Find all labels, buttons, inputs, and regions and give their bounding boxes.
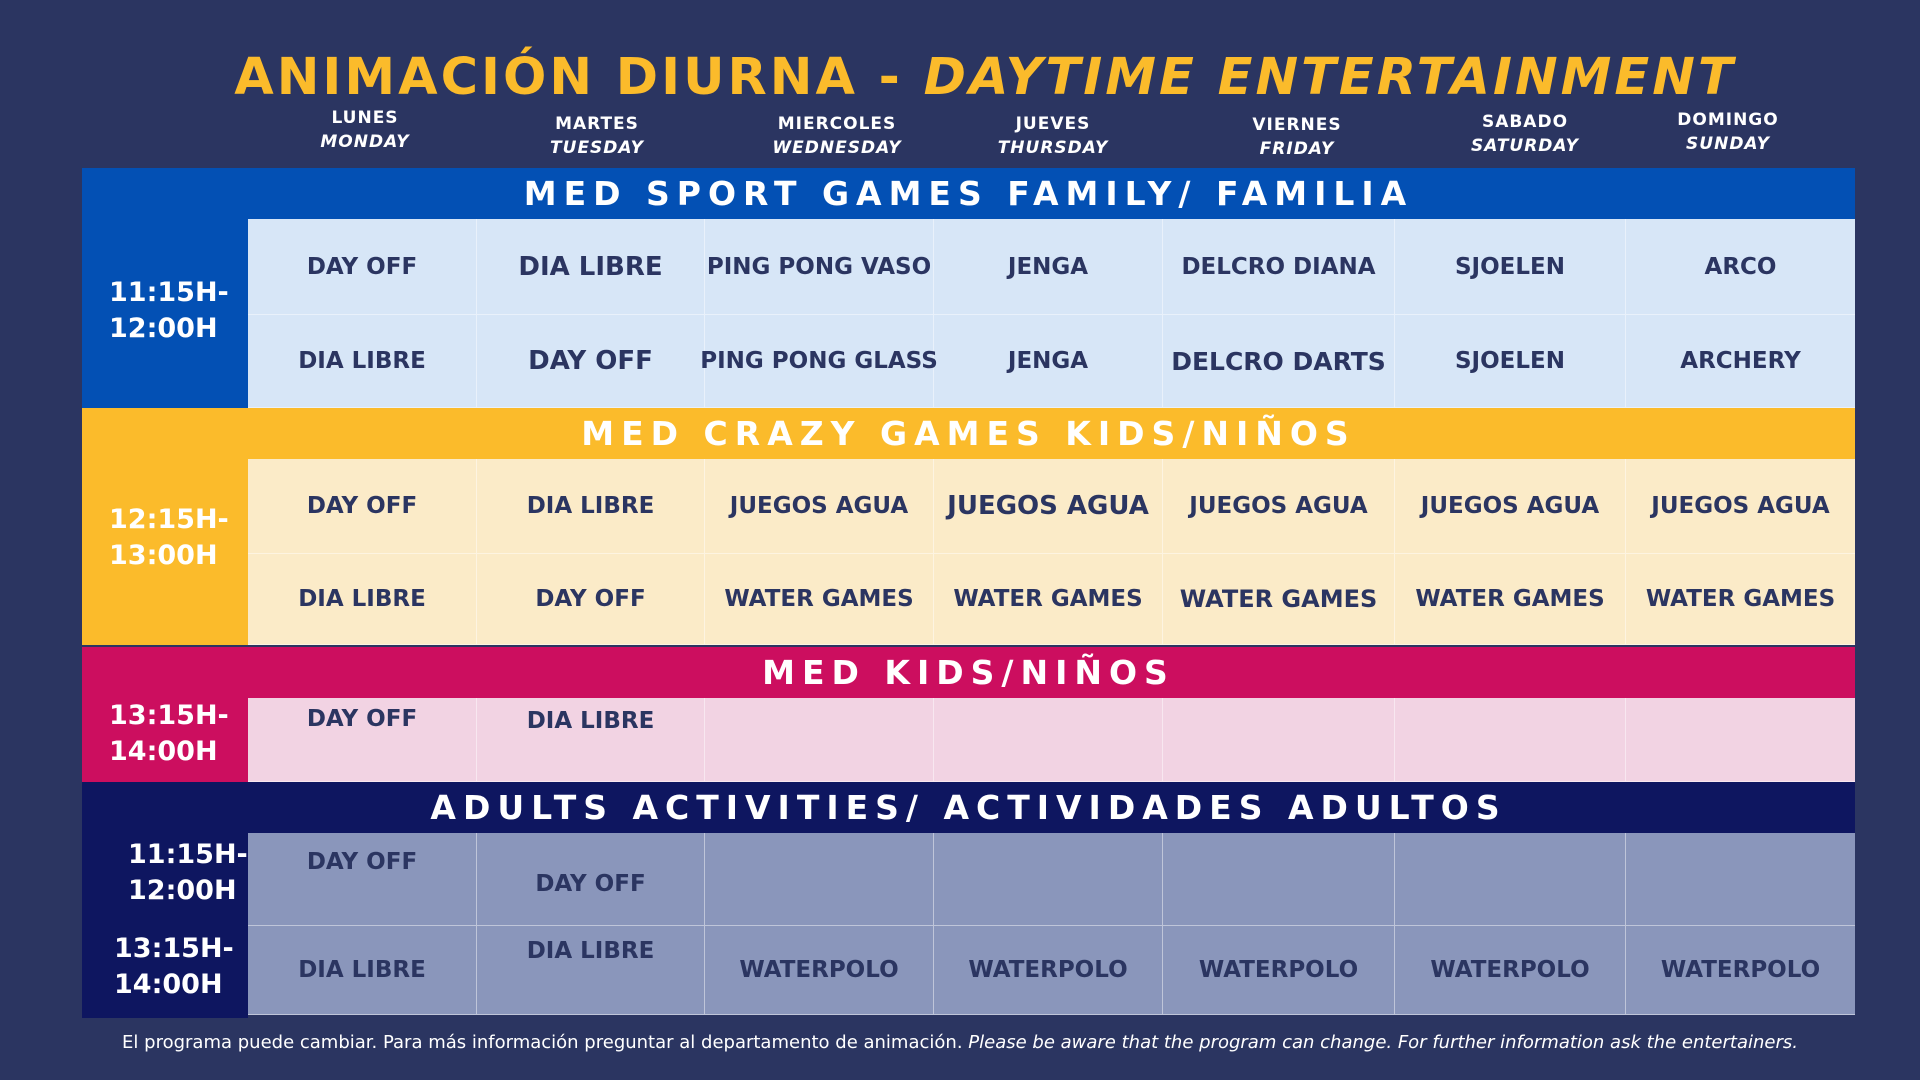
day-en: SUNDAY	[1686, 134, 1770, 154]
day-en: MONDAY	[320, 132, 410, 152]
day-en: THURSDAY	[997, 138, 1109, 158]
activity-grid-family	[248, 219, 1855, 408]
section-header-family: MED SPORT GAMES FAMILY/ FAMILIA	[82, 168, 1855, 219]
activity-cell: ARCO	[1626, 219, 1855, 315]
section-header-adults: ADULTS ACTIVITIES/ ACTIVIDADES ADULTOS	[82, 782, 1855, 833]
day-en: WEDNESDAY	[772, 138, 902, 158]
activity-cell: WATER GAMES	[1163, 554, 1395, 645]
activity-cell: WATER GAMES	[1626, 554, 1855, 645]
day-header-monday	[300, 106, 430, 154]
activity-cell: JUEGOS AGUA	[705, 459, 934, 554]
day-es: VIERNES	[1252, 115, 1342, 135]
activity-cell: DAY OFF	[248, 459, 477, 554]
title-es: ANIMACIÓN DIURNA -	[234, 48, 924, 107]
footer-en: Please be aware that the program can change. For further information ask the entertainers.	[968, 1032, 1798, 1053]
activity-cell	[1163, 698, 1395, 782]
activity-cell	[1395, 833, 1626, 926]
activity-cell	[1626, 698, 1855, 782]
activity-cell: JENGA	[934, 315, 1163, 408]
activity-cell: DIA LIBRE	[477, 459, 705, 554]
activity-cell: DIA LIBRE	[477, 698, 705, 782]
time-label: 13:15H- 14:00H	[114, 933, 234, 1000]
activity-cell: DAY OFF	[477, 833, 705, 926]
day-header-tuesday	[532, 112, 662, 160]
activity-cell: WATER GAMES	[934, 554, 1163, 645]
activity-cell: PING PONG VASO	[705, 219, 934, 315]
day-es: LUNES	[331, 108, 399, 128]
activity-cell	[1626, 833, 1855, 926]
day-es: SABADO	[1481, 112, 1569, 132]
time-sidebar-adults	[82, 833, 248, 1018]
activity-cell: PING PONG GLASS	[705, 315, 934, 408]
activity-cell	[934, 833, 1163, 926]
time-sidebar-crazy-games	[82, 459, 248, 645]
activity-cell: DIA LIBRE	[248, 315, 477, 408]
activity-cell: WATERPOLO	[1163, 926, 1395, 1015]
activity-cell: JUEGOS AGUA	[1626, 459, 1855, 554]
activity-cell	[705, 833, 934, 926]
activity-cell: JENGA	[934, 219, 1163, 315]
time-label: 12:15H- 13:00H	[109, 504, 229, 571]
time-label: 13:15H- 14:00H	[109, 700, 229, 767]
day-header-thursday	[978, 112, 1128, 160]
day-es: MIERCOLES	[777, 114, 897, 134]
activity-cell	[705, 698, 934, 782]
activity-cell: DAY OFF	[248, 698, 477, 782]
activity-cell: WATERPOLO	[1395, 926, 1626, 1015]
day-header-sunday	[1663, 108, 1793, 156]
activity-grid-crazy-games	[248, 459, 1855, 645]
activity-cell: JUEGOS AGUA	[934, 459, 1163, 554]
activity-cell	[934, 698, 1163, 782]
day-en: TUESDAY	[550, 138, 644, 158]
activity-cell: SJOELEN	[1395, 219, 1626, 315]
day-header-wednesday	[747, 112, 927, 160]
activity-grid-adults	[248, 833, 1855, 1015]
time-label: 11:15H- 12:00H	[128, 839, 248, 906]
activity-cell: WATER GAMES	[705, 554, 934, 645]
day-en: FRIDAY	[1259, 139, 1335, 159]
title-en: DAYTIME ENTERTAINMENT	[923, 48, 1736, 107]
activity-cell: DELCRO DIANA	[1163, 219, 1395, 315]
footer-es: El programa puede cambiar. Para más información preguntar al departamento de animación.	[122, 1032, 969, 1053]
activity-cell: DIA LIBRE	[477, 219, 705, 315]
time-label: 11:15H- 12:00H	[109, 277, 229, 344]
day-es: JUEVES	[1015, 114, 1091, 134]
activity-cell: JUEGOS AGUA	[1395, 459, 1626, 554]
activity-cell: WATERPOLO	[705, 926, 934, 1015]
activity-cell: DELCRO DARTS	[1163, 315, 1395, 408]
activity-cell: ARCHERY	[1626, 315, 1855, 408]
activity-cell: DIA LIBRE	[248, 926, 477, 1015]
page-title	[0, 48, 1920, 107]
time-sidebar-family	[82, 219, 248, 408]
activity-cell: DIA LIBRE	[477, 926, 705, 1015]
activity-cell: WATERPOLO	[1626, 926, 1855, 1015]
footer-note	[0, 1032, 1920, 1053]
activity-cell: WATERPOLO	[934, 926, 1163, 1015]
day-es: DOMINGO	[1677, 110, 1779, 130]
activity-grid-kids	[248, 698, 1855, 782]
section-header-crazy-games: MED CRAZY GAMES KIDS/NIÑOS	[82, 408, 1855, 459]
activity-cell: WATER GAMES	[1395, 554, 1626, 645]
activity-cell: DAY OFF	[477, 554, 705, 645]
day-header-saturday	[1460, 110, 1590, 158]
activity-cell: DAY OFF	[477, 315, 705, 408]
activity-cell: DIA LIBRE	[248, 554, 477, 645]
activity-cell	[1395, 698, 1626, 782]
activity-cell: JUEGOS AGUA	[1163, 459, 1395, 554]
activity-cell	[1163, 833, 1395, 926]
activity-cell: DAY OFF	[248, 833, 477, 926]
day-en: SATURDAY	[1471, 136, 1579, 156]
day-es: MARTES	[555, 114, 639, 134]
activity-cell: SJOELEN	[1395, 315, 1626, 408]
time-sidebar-kids	[82, 698, 248, 782]
day-header-friday	[1232, 113, 1362, 161]
section-header-kids: MED KIDS/NIÑOS	[82, 647, 1855, 698]
activity-cell: DAY OFF	[248, 219, 477, 315]
